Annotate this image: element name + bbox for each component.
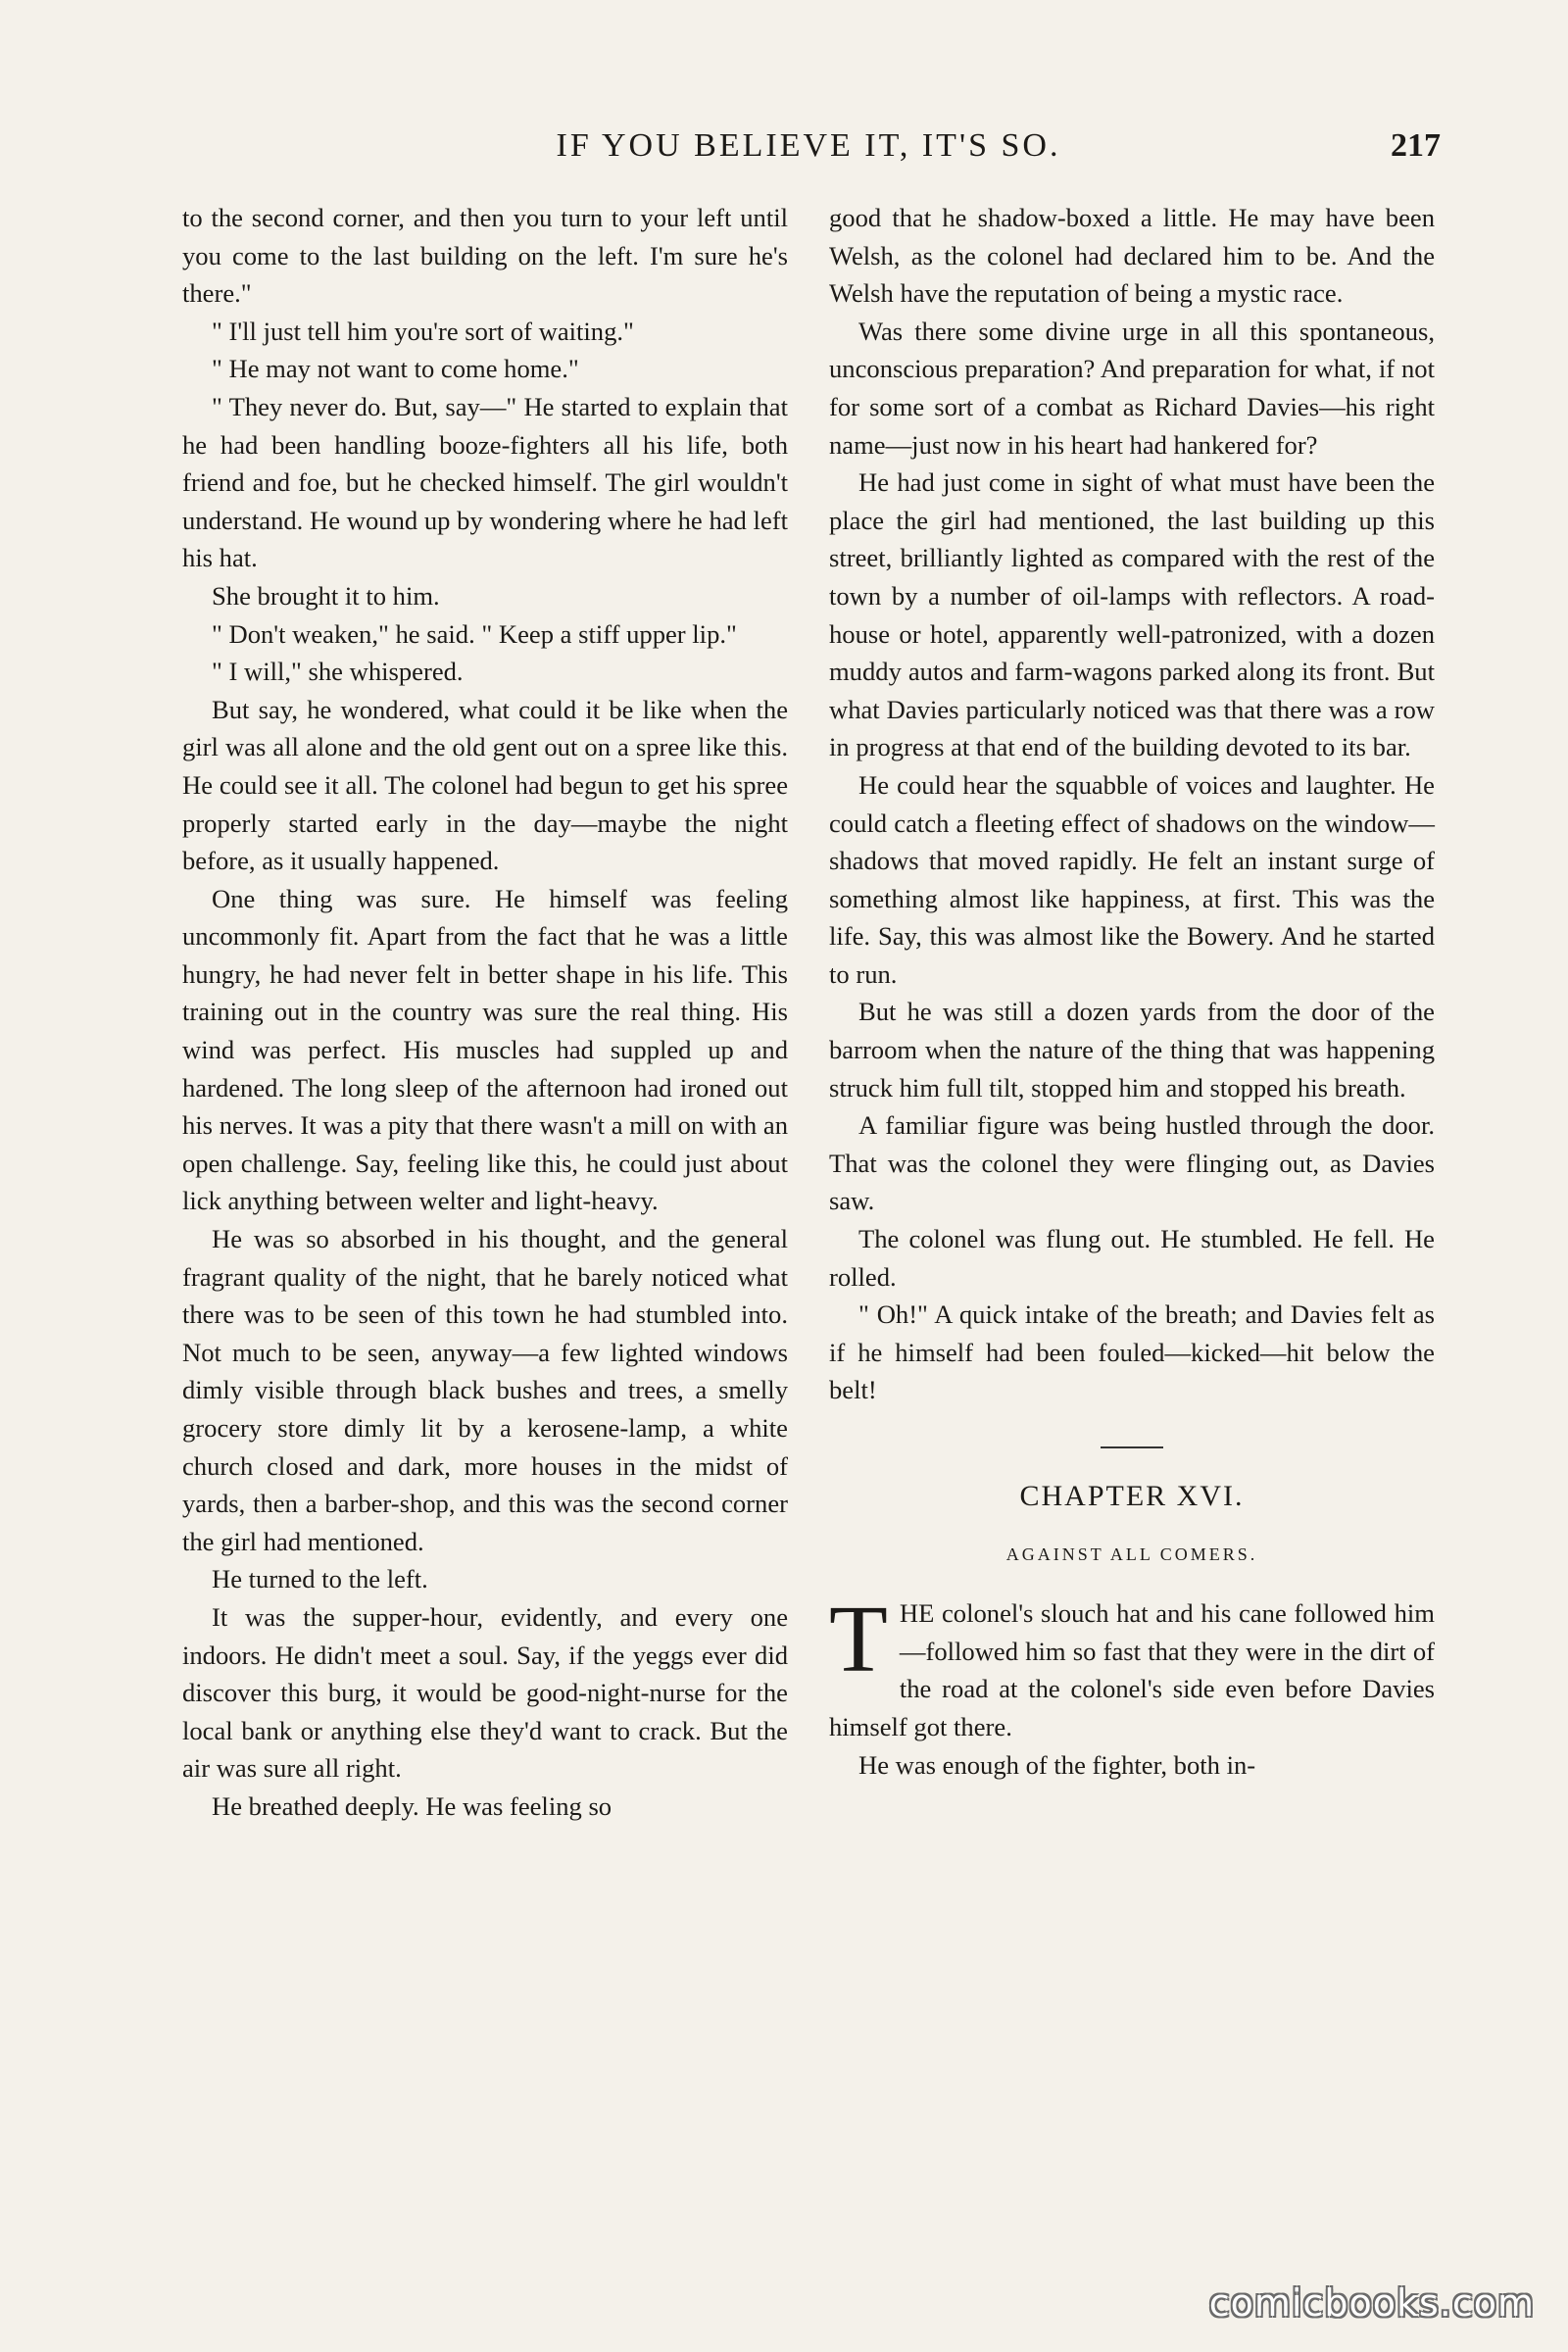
running-title: IF YOU BELIEVE IT, IT'S SO. bbox=[556, 127, 1061, 164]
paragraph: " I will," she whispered. bbox=[212, 657, 464, 687]
paragraph: good that he shadow-boxed a little. He may have been Welsh, as the colonel had declared him to be. And the Welsh have the reputation of being a mystic race. bbox=[829, 203, 1435, 309]
paragraph: " Don't weaken," he said. " Keep a stiff upper lip." bbox=[212, 618, 737, 649]
chapter-subtitle: AGAINST ALL COMERS. bbox=[1005, 1544, 1258, 1564]
paragraph-text: HE colonel's slouch hat and his cane followed him—followed him so fast that they were in the dirt of the road at the colonel's side even before Davies himself got there. bbox=[829, 1598, 1435, 1741]
paragraph: " He may not want to come home." bbox=[212, 354, 579, 384]
paragraph: He turned to the left. bbox=[212, 1564, 428, 1594]
paragraph: to the second corner, and then you turn to your left until you come to the last building on the left. I'm sure he's there." bbox=[182, 203, 788, 309]
paragraph: She brought it to him. bbox=[212, 580, 440, 611]
chapter-title: CHAPTER XVI. bbox=[1019, 1480, 1245, 1512]
drop-cap: T bbox=[829, 1587, 888, 1693]
paragraph: He had just come in sight of what must have been the place the girl had mentioned, the last building up this street, brilliantly lighted as compared with the rest of the town by a number of oil-lamps with reflectors. A road-house or hotel, apparently well-patronized, with a dozen muddy autos and farm-wagons parked along its front. But what Davies particularly noticed was that there was a row in progress at that end of the building devoted to its bar. bbox=[829, 467, 1435, 762]
left-column bbox=[182, 199, 788, 1826]
paragraph: The colonel was flung out. He stumbled. He fell. He rolled. bbox=[829, 1224, 1435, 1292]
paragraph: But he was still a dozen yards from the door of the barroom when the nature of the thing that was happening struck him full tilt, stopped him and stopped his breath. bbox=[829, 997, 1435, 1102]
section-divider bbox=[1101, 1446, 1163, 1448]
watermark-logo: comicbooks.com bbox=[1208, 2281, 1535, 2325]
paragraph: He was so absorbed in his thought, and the general fragrant quality of the night, that he barely noticed what there was to be seen of this town he had stumbled into. Not much to be seen, anyway—a few lighted windows dimly visible through black bushes and trees, a smelly grocery store dimly lit by a kerosene-lamp, a white church closed and dark, more houses in the midst of yards, then a barber-shop, and this was the second corner the girl had mentioned. bbox=[182, 1224, 788, 1556]
paragraph: He breathed deeply. He was feeling so bbox=[212, 1790, 612, 1821]
paragraph: " Oh!" A quick intake of the breath; and Davies felt as if he himself had been fouled—kicked—hit below the belt! bbox=[829, 1299, 1435, 1405]
paragraph: He could hear the squabble of voices and laughter. He could catch a fleeting effect of shadows on the window—shadows that moved rapidly. He felt an instant surge of something almost like happiness, at first. This was the life. Say, this was almost like the Bowery. And he started to run. bbox=[829, 769, 1435, 989]
paragraph: He was enough of the fighter, both in- bbox=[858, 1749, 1256, 1780]
paragraph: Was there some divine urge in all this spontaneous, unconscious preparation? And preparation for what, if not for some sort of a combat as Richard Davies—his right name—just now in his heart had hankered for? bbox=[829, 316, 1435, 460]
page-header bbox=[176, 127, 1441, 178]
page-number: 217 bbox=[1391, 127, 1441, 164]
paragraph: One thing was sure. He himself was feeling uncommonly fit. Apart from the fact that he was a little hungry, he had never felt in better shape in his life. This training out in the country was sure the real thing. His wind was perfect. His muscles had suppled up and hardened. The long sleep of the afternoon had ironed out his nerves. It was a pity that there wasn't a mill on with an open challenge. Say, feeling like this, he could just about lick anything between welter and light-heavy. bbox=[182, 883, 788, 1216]
paragraph: " They never do. But, say—" He started to explain that he had been handling booze-fighters all his life, both friend and foe, but he checked himself. The girl wouldn't understand. He wound up by wondering where he had left his hat. bbox=[182, 391, 788, 573]
paragraph: A familiar figure was being hustled through the door. That was the colonel they were flinging out, as Davies saw. bbox=[829, 1110, 1435, 1216]
paragraph: But say, he wondered, what could it be like when the girl was all alone and the old gent out on a spree like this. He could see it all. The colonel had begun to get his spree properly started early in the day—maybe the night before, as it usually happened. bbox=[182, 694, 788, 876]
right-column bbox=[829, 199, 1435, 1784]
paragraph: It was the supper-hour, evidently, and every one indoors. He didn't meet a soul. Say, if the yeggs ever did discover this burg, it would be good-night-nurse for the local bank or anything else they'd want to crack. But the air was sure all right. bbox=[182, 1601, 788, 1784]
paragraph: " I'll just tell him you're sort of waiting." bbox=[212, 316, 634, 346]
chapter-opening-paragraph bbox=[829, 1587, 1435, 1745]
